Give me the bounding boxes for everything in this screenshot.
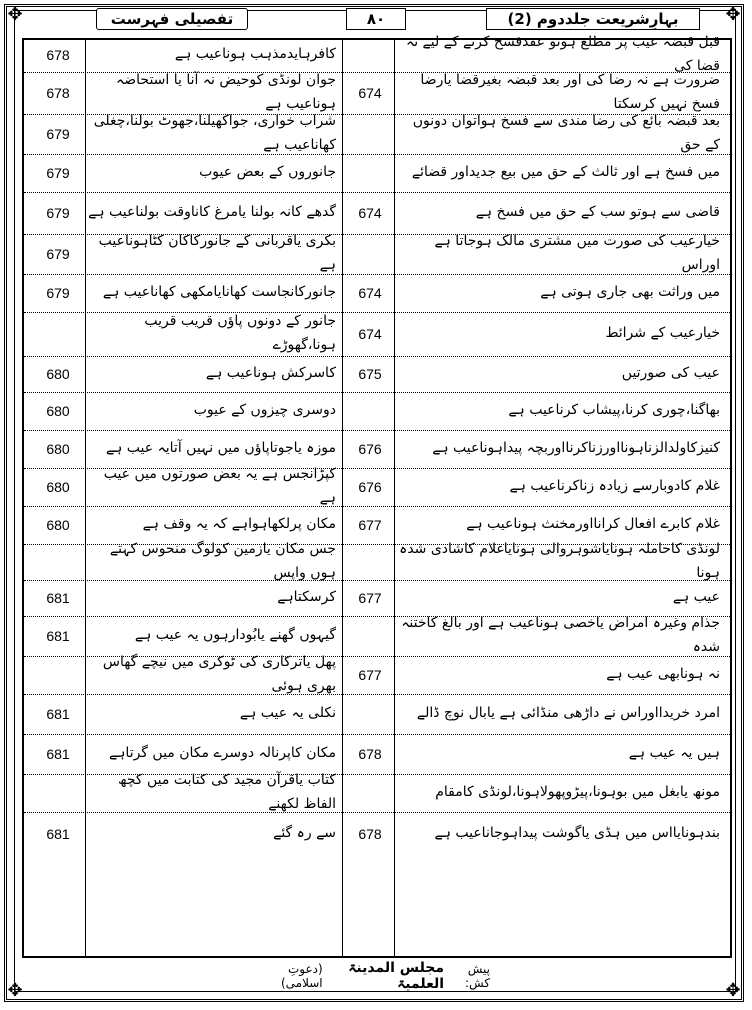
footer-suffix: (دعوتِ اسلامی) xyxy=(280,962,323,990)
entry-text-left: جس مکان یازمین کولوگ منحوس کہتے ہوں واپس xyxy=(109,541,336,581)
page-ref-left: 680 xyxy=(46,403,70,419)
page-ref-right xyxy=(344,114,396,154)
entry-text-left: گدھے کانہ بولنا یامرغ کاناوقت بولناعیب ہے xyxy=(88,204,336,221)
entry-text-left: شراب خواری، جواکھیلنا،جھوٹ بولنا،چغلی کھاناعیب ہے xyxy=(93,113,336,153)
book-title: بہارِشریعت جلددوم (2) xyxy=(486,8,700,30)
page-ref-left: 681 xyxy=(46,628,70,644)
entry-text-right: عیب ہے xyxy=(672,589,720,606)
page-ref-right xyxy=(344,234,396,274)
page-ref-right: 676 xyxy=(358,441,382,457)
page-ref-right: 674 xyxy=(358,85,382,101)
page-ref-right xyxy=(344,154,396,192)
page-ref-right xyxy=(344,616,396,656)
table-row xyxy=(24,312,730,357)
entry-text-left: گیہوں گھنے یابُودارہوں یہ عیب ہے xyxy=(134,627,336,644)
entry-text-right: بھاگنا،چوری کرنا،پیشاب کرناعیب ہے xyxy=(508,402,720,419)
entry-text-left: جوان لونڈی کوحیض نہ آنا یا استحاضہ ہوناعیب ہے xyxy=(116,72,336,112)
page-ref-left: 678 xyxy=(46,85,70,101)
entry-text-left: بکری یاقربانی کے جانورکاکان کٹاہوناعیب ہے xyxy=(98,233,336,273)
entry-text-left: دوسری چیزوں کے عیوب xyxy=(193,402,336,419)
table-row xyxy=(24,812,730,958)
table-row xyxy=(24,114,730,155)
page-ref-left: 679 xyxy=(46,285,70,301)
entry-text-left: جانوروں کے بعض عیوب xyxy=(199,164,336,181)
footer xyxy=(260,960,490,992)
entry-text-right: ہیں یہ عیب ہے xyxy=(628,745,720,762)
corner-ornament-icon: ✥ xyxy=(725,4,741,25)
page-ref-left: 679 xyxy=(46,246,70,262)
page-ref-right: 674 xyxy=(358,205,382,221)
entry-text-right: خیارعیب کی صورت میں مشتری مالک ہوجاتا ہے اوراس xyxy=(434,233,720,273)
page-ref-left xyxy=(30,544,86,580)
table-row xyxy=(24,392,730,431)
table-row xyxy=(24,774,730,813)
corner-ornament-icon: ✥ xyxy=(7,4,23,25)
table-row xyxy=(24,34,730,74)
entry-text-right: میں وراثت بھی جاری ہوتی ہے xyxy=(540,284,720,301)
entry-text-right: غلام کادوبارسے زیادہ زناکرناعیب ہے xyxy=(509,478,720,495)
page-ref-left: 681 xyxy=(46,706,70,722)
corner-ornament-icon: ✥ xyxy=(7,980,23,1001)
entry-text-left: مکان پرلکھاہواہے کہ یہ وقف ہے xyxy=(142,516,336,533)
page-number: ۸۰ xyxy=(346,8,406,30)
page-ref-left xyxy=(30,312,86,356)
entry-text-right: بندہونایااس میں ہڈی یاگوشت پیداہوجاناعیب ہے xyxy=(434,825,720,842)
entry-text-left: مکان کاپرنالہ دوسرے مکان میں گرتاہے xyxy=(109,745,336,762)
page-ref-left: 680 xyxy=(46,441,70,457)
entry-text-right: قاضی سے ہوتو سب کے حق میں فسخ ہے xyxy=(475,204,720,221)
page-ref-right: 675 xyxy=(358,366,382,382)
entry-text-left: سے رہ گئے xyxy=(273,825,336,842)
entry-text-right: امرد خریدااوراس نے داڑھی منڈائی ہے یابال نوچ ڈالے xyxy=(416,705,720,722)
entry-text-right: نہ ہونابھی عیب ہے xyxy=(606,666,720,683)
page-ref-left: 680 xyxy=(46,479,70,495)
entry-text-right: لونڈی کاحاملہ ہونایاشوہروالی ہونایاغلام کاشادی شدہ ہونا xyxy=(399,541,720,581)
table-row xyxy=(24,72,730,115)
table-row xyxy=(24,468,730,507)
entry-text-left: جانور کے دونوں پاؤں قریب قریب ہونا،گھوڑے xyxy=(144,313,336,353)
entry-text-right: خیارعیب کے شرائط xyxy=(605,325,720,342)
page-ref-left: 679 xyxy=(46,126,70,142)
section-title: تفصیلی فہرست xyxy=(96,8,248,30)
table-row xyxy=(24,694,730,735)
table-row xyxy=(24,154,730,193)
footer-publisher: مجلس المدینۃ العلمیۃ xyxy=(348,960,445,992)
entry-text-right: قبل قبضہ عیب پر مطلع ہوتو عقدفسخ کرنے کے لیے نہ قضا کی xyxy=(405,34,720,74)
table-row xyxy=(24,192,730,235)
page-ref-left: 681 xyxy=(46,826,70,842)
entry-text-right: جذام وغیرہ امراض یاخصی ہوناعیب ہے اور بالغ کاختنہ شدہ xyxy=(401,615,720,655)
table-row xyxy=(24,656,730,695)
entry-text-right: بعد قبضہ بائع کی رضا مندی سے فسخ ہواتوان دونوں کے حق xyxy=(412,113,720,153)
page-ref-left: 680 xyxy=(46,517,70,533)
entry-text-right: عیب کی صورتیں xyxy=(621,365,720,382)
entry-text-left: جانورکانجاست کھانایامکھی کھاناعیب ہے xyxy=(102,284,336,301)
table-row xyxy=(24,356,730,393)
entry-text-left: پھل یاترکاری کی ٹوکری میں نیچے گھاس بھری ہوئی xyxy=(102,654,336,694)
page-ref-right: 677 xyxy=(358,517,382,533)
page-ref-right: 676 xyxy=(358,479,382,495)
page-ref-left: 679 xyxy=(46,165,70,181)
page-ref-right: 674 xyxy=(358,326,382,342)
entry-text-right: غلام کابرے افعال کرانااورمخنث ہوناعیب ہے xyxy=(466,516,720,533)
entry-text-left: کاسرکش ہوناعیب ہے xyxy=(205,365,336,382)
page-ref-right: 677 xyxy=(358,667,382,683)
corner-ornament-icon: ✥ xyxy=(725,980,741,1001)
entry-text-right: کنیزکاولدالزناہونااورزناکرنااوربچہ پیداہوناعیب ہے xyxy=(432,440,720,457)
page-ref-right xyxy=(344,774,396,812)
page-ref-right xyxy=(344,38,396,72)
page-ref-left: 680 xyxy=(46,366,70,382)
page-ref-left: 679 xyxy=(46,205,70,221)
page-ref-left xyxy=(30,774,86,812)
entry-text-left: کتاب یاقرآن مجید کی کتابت میں کچھ الفاظ لکھنے xyxy=(118,772,336,812)
page-ref-left: 681 xyxy=(46,590,70,606)
entry-text-left: نکلی یہ عیب ہے xyxy=(239,705,336,722)
entry-text-left: کرسکتاہے xyxy=(277,589,336,606)
table-row xyxy=(24,541,730,581)
entry-text-left: موزہ یاجوتاپاؤں میں نہیں آتایہ عیب ہے xyxy=(105,440,336,457)
page-ref-left: 681 xyxy=(46,746,70,762)
entry-text-right: میں فسخ ہے اور ثالث کے حق میں بیع جدیداور قضائے xyxy=(411,164,720,181)
entry-text-left: کافرہایدمذہب ہوناعیب ہے xyxy=(174,46,336,63)
page-ref-right: 678 xyxy=(358,746,382,762)
page-ref-right: 674 xyxy=(358,285,382,301)
page-ref-right: 678 xyxy=(358,826,382,842)
table-row xyxy=(24,274,730,313)
page-ref-right xyxy=(344,544,396,580)
page-ref-right xyxy=(344,392,396,430)
page-ref-right: 677 xyxy=(358,590,382,606)
entry-text-left: کپڑانجس ہے یہ بعض صورتوں میں عیب ہے xyxy=(103,466,336,506)
footer-prefix: پیش کش: xyxy=(464,962,490,990)
page-ref-left: 678 xyxy=(46,47,70,63)
entry-text-right: ضرورت ہے نہ رضا کی اور بعد قبضہ بغیرقضا یارضا فسخ نہیں کرسکتا xyxy=(420,72,720,112)
table-row xyxy=(24,234,730,275)
entry-text-right: مونھ یابغل میں بوہونا،پیڑوپھولاہونا،لونڈی کامقام xyxy=(435,784,720,801)
page-ref-left xyxy=(30,656,86,694)
page-ref-right xyxy=(344,694,396,734)
